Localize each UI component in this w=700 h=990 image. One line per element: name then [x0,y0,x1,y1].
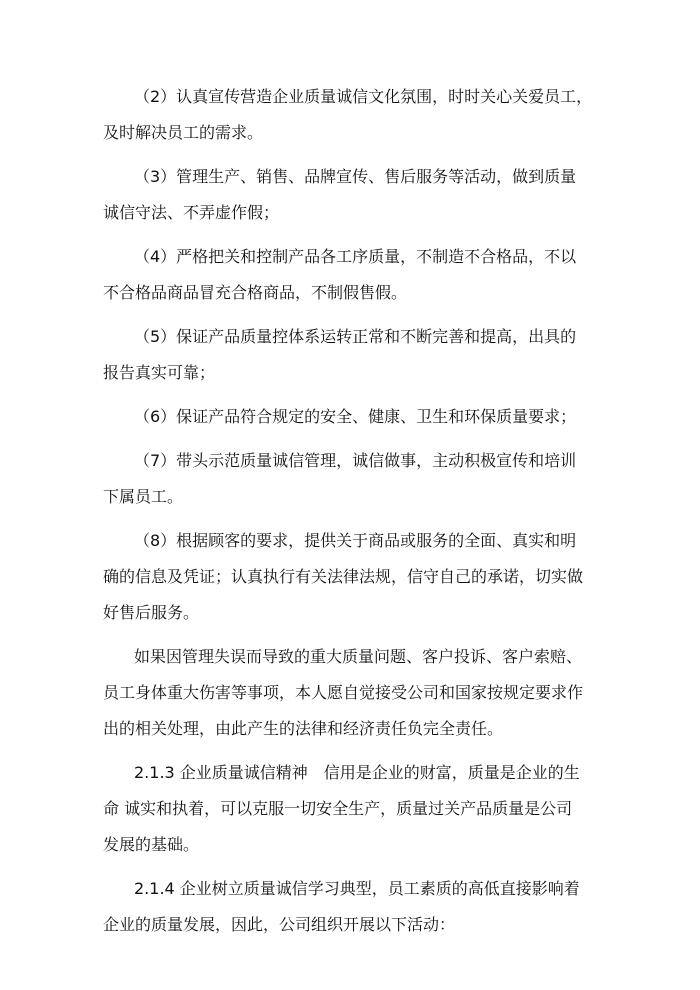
text-line: 报告真实可靠； [103,363,216,382]
paragraph-item-6 [103,406,603,428]
text-line: 发展的基础。 [103,835,200,854]
text-line: 员工身体重大伤害等事项，本人愿自觉接受公司和国家按规定要求作 [103,683,584,702]
text-line: 好售后服务。 [103,603,200,622]
paragraph-item-3 [103,166,603,224]
text-line: 下属员工。 [103,487,184,506]
text-line: 不合格品商品冒充合格商品，不制假售假。 [103,283,408,302]
text-line: （2）认真宣传营造企业质量诚信文化氛围，时时关心关爱员工， [134,87,593,106]
text-line: 2.1.4 企业树立质量诚信学习典型，员工素质的高低直接影响着 [134,879,580,898]
text-line: 企业的质量发展，因此，公司组织开展以下活动： [103,915,456,934]
text-line: （7）带头示范质量诚信管理，诚信做事，主动积极宣传和培训 [134,451,577,470]
document-body [103,86,603,936]
paragraph-responsibility [103,646,603,740]
section-2-1-3 [103,762,603,856]
text-line: 及时解决员工的需求。 [103,123,264,142]
text-line: 命 诚实和执着，可以克服一切安全生产，质量过关产品质量是公司 [103,799,573,818]
text-line: （3）管理生产、销售、品牌宣传、售后服务等活动，做到质量 [134,167,577,186]
text-line: 确的信息及凭证；认真执行有关法律法规，信守自己的承诺，切实做 [103,567,584,586]
text-line: 诚信守法、不弄虚作假； [103,203,280,222]
text-line: （6）保证产品符合规定的安全、健康、卫生和环保质量要求； [134,407,577,426]
text-line: （8）根据顾客的要求，提供关于商品或服务的全面、真实和明 [134,531,577,550]
text-line: 如果因管理失误而导致的重大质量问题、客户投诉、客户索赔、 [134,647,583,666]
text-line: （5）保证产品质量控体系运转正常和不断完善和提高，出具的 [134,327,577,346]
paragraph-item-2 [103,86,603,144]
paragraph-item-8 [103,530,603,624]
paragraph-item-4 [103,246,603,304]
paragraph-item-5 [103,326,603,384]
section-2-1-4 [103,878,603,936]
text-line: 出的相关处理，由此产生的法律和经济责任负完全责任。 [103,719,504,738]
paragraph-item-7 [103,450,603,508]
text-line: 2.1.3 企业质量诚信精神 信用是企业的财富，质量是企业的生 [134,763,580,782]
text-line: （4）严格把关和控制产品各工序质量，不制造不合格品，不以 [134,247,577,266]
